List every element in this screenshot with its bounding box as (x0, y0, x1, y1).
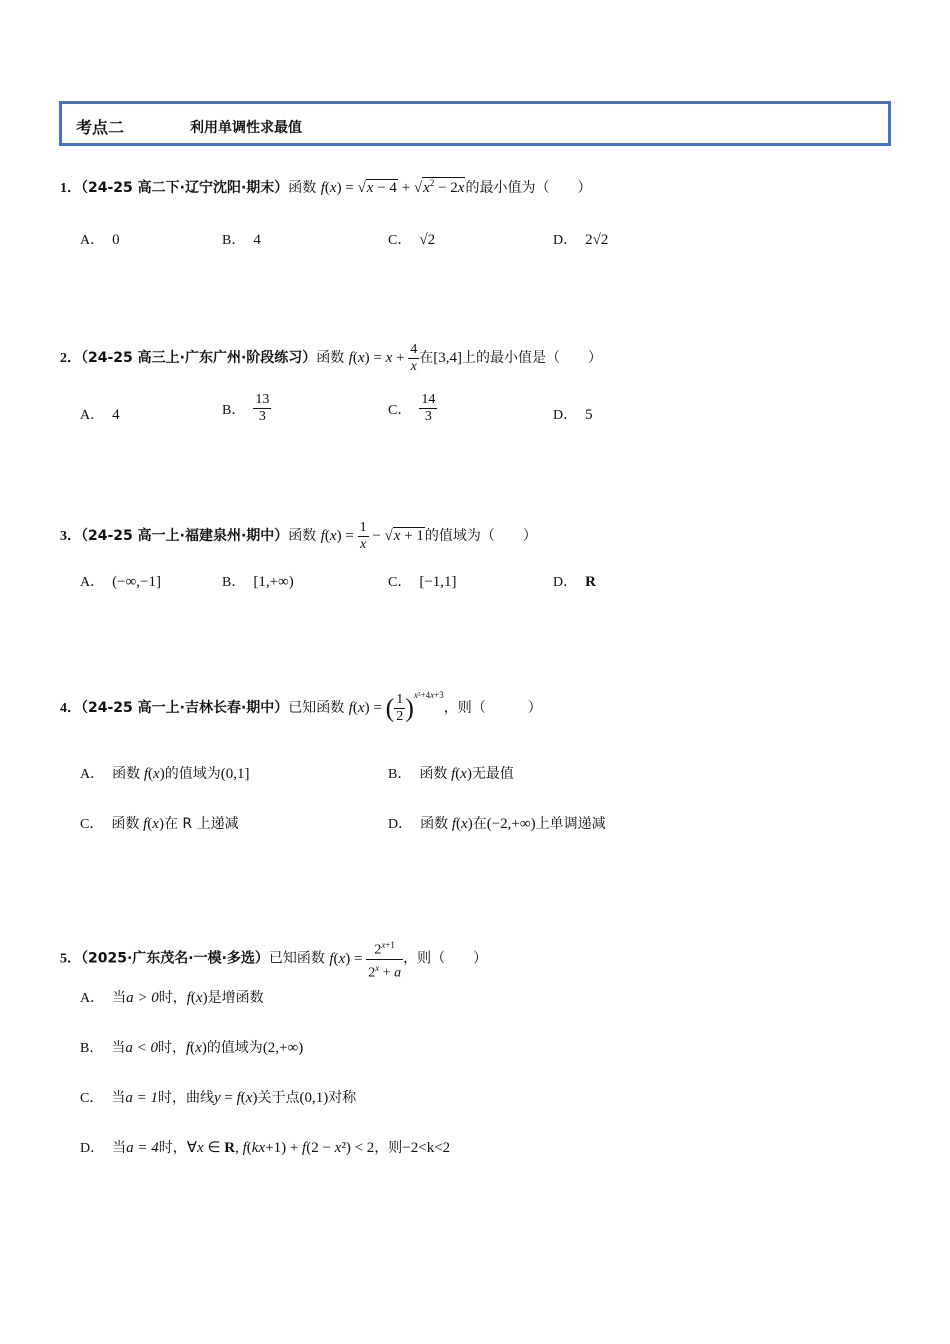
option-text: 时，曲线 (157, 1090, 214, 1106)
option-d[interactable]: D． 函数 f(x)在(−2,+∞)上单调递减 (388, 816, 606, 832)
option-label: C． (388, 575, 412, 590)
option-text: 时， (157, 1040, 186, 1056)
option-text: 当 (112, 1140, 127, 1156)
option-text: 当 (112, 990, 127, 1006)
option-value: (−2,+∞) (486, 816, 536, 832)
option-value: (2,+∞) (262, 1040, 304, 1056)
option-condition: a > 0 (126, 990, 159, 1006)
question-5 (60, 937, 487, 981)
option-a[interactable] (80, 571, 161, 591)
option-value: 5 (585, 407, 593, 423)
option-a[interactable]: A． 函数 f(x)的值域为(0,1] (80, 766, 250, 782)
option-condition: a < 0 (125, 1040, 158, 1056)
formula: f(x) = $\frac{1}{x}$ − √x + 1 (320, 520, 424, 552)
question-source: （24-25 高一上·福建泉州·期中） (81, 527, 289, 544)
option-value: R (585, 574, 596, 590)
question-3 (60, 520, 537, 553)
option-label: D． (388, 817, 413, 832)
question-source: （2025·广东茂名·一模·多选） (81, 950, 269, 967)
question-number: 5． (60, 951, 81, 967)
option-c[interactable] (388, 571, 457, 591)
question-1 (60, 177, 591, 197)
option-value: [1,+∞) (253, 574, 294, 590)
question-stem: 已知函数 (268, 950, 325, 967)
option-text: 时， (158, 990, 187, 1006)
option-b[interactable]: B． 当a < 0时，f(x)的值域为(2,+∞) (80, 1040, 304, 1056)
option-d[interactable]: D． 当a = 4时，∀x ∈ R, f(kx+1) + f(2 − x²) < 2，则−2<k<2 (80, 1140, 451, 1156)
question-stem-end: 上的最小值是（ ） (461, 349, 602, 366)
option-value: 0 (112, 232, 120, 248)
option-label: B． (222, 402, 246, 418)
option-label: C． (80, 1091, 104, 1106)
option-condition: a = 4 (126, 1140, 159, 1156)
option-label: A． (80, 408, 105, 423)
fraction-14-3: $\frac{14}{3}$ (421, 392, 436, 424)
question-number: 4． (60, 701, 81, 716)
option-value: [−1,1] (419, 574, 457, 590)
option-condition: a = 1 (125, 1090, 158, 1106)
question-source: （24-25 高二下·辽宁沈阳·期末） (81, 180, 289, 196)
option-value: (−∞,−1] (112, 574, 161, 590)
option-value: −2<k<2 (402, 1140, 451, 1156)
option-text: 是增函数 (207, 990, 264, 1006)
option-b[interactable]: B． 函数 f(x)无最值 (388, 766, 514, 782)
option-text: 无最值 (471, 766, 514, 782)
option-label: D． (80, 1141, 105, 1156)
question-2 (60, 342, 602, 375)
option-label: D． (553, 575, 578, 590)
section-label: 考点二 (76, 118, 125, 137)
option-text: 关于点 (257, 1090, 300, 1106)
option-text: 时， (158, 1140, 187, 1156)
option-b[interactable] (222, 571, 294, 591)
option-d[interactable] (553, 404, 593, 424)
option-value: 2√2 (585, 232, 609, 248)
option-text: ，则 (374, 1140, 403, 1156)
option-label: B． (222, 233, 246, 248)
section-header-box (59, 101, 891, 146)
option-text: 当 (111, 1040, 126, 1056)
option-d[interactable] (553, 571, 596, 591)
question-stem-mid: 在 (419, 349, 434, 366)
formula: f(x) = $\frac{2^{x+1}}{2^x + a}$ (329, 951, 403, 967)
option-label: B． (80, 1041, 104, 1056)
option-label: B． (222, 575, 246, 590)
option-text: 函数 (112, 766, 141, 782)
option-b[interactable] (222, 392, 271, 425)
option-label: B． (388, 767, 412, 782)
option-text: 函数 (419, 766, 448, 782)
question-source: （24-25 高一上·吉林长春·期中） (81, 700, 289, 716)
option-c[interactable] (388, 229, 435, 249)
option-c[interactable]: C． 当a = 1时，曲线y = f(x)关于点(0,1)对称 (80, 1090, 357, 1106)
question-stem-end: 的值域为（ ） (424, 527, 537, 544)
formula: f(x) = x + $\frac{4}{x}$ (348, 342, 418, 374)
option-label: D． (553, 408, 578, 423)
option-text: 函数 (111, 816, 140, 832)
fraction-13-3: $\frac{13}{3}$ (255, 392, 270, 424)
option-value: (0,1) (299, 1090, 329, 1106)
question-source: （24-25 高三上·广东广州·阶段练习） (81, 349, 317, 366)
interval: [3,4] (433, 349, 462, 366)
option-label: C． (80, 817, 104, 832)
option-label: A． (80, 233, 105, 248)
option-value: √2 (419, 232, 436, 248)
option-text: 在 (472, 816, 487, 832)
option-a[interactable] (80, 229, 120, 249)
option-text: 当 (111, 1090, 126, 1106)
option-d[interactable] (553, 229, 608, 249)
question-4 (60, 690, 542, 725)
option-label: A． (80, 767, 105, 782)
option-a[interactable] (80, 404, 120, 424)
option-value: 4 (253, 232, 261, 248)
option-value: (0,1] (220, 766, 250, 782)
option-label: C． (388, 233, 412, 248)
option-text: 函数 (420, 816, 449, 832)
formula: $f(x) = √x - 4 + √x^2 - 2x$ (320, 178, 465, 196)
option-text: 的值域为 (164, 766, 221, 782)
section-title: 利用单调性求最值 (190, 120, 302, 136)
option-text: 在 R 上递减 (163, 816, 239, 832)
formula: f(x) = ( $\frac{1}{2}$ )$^{x^2+4x+3}$ (348, 690, 444, 725)
question-stem: 函数 (316, 349, 345, 366)
question-stem-end: ，则（ ） (403, 950, 488, 967)
option-text: 的值域为 (206, 1040, 263, 1056)
option-text: 上单调递减 (535, 816, 606, 832)
question-stem: 已知函数 (288, 700, 345, 716)
question-stem: 函数 (288, 180, 317, 196)
option-a[interactable]: A． 当a > 0时，f(x)是增函数 (80, 990, 264, 1006)
question-stem-end: 的最小值为（ ） (465, 180, 592, 196)
question-number: 3． (60, 528, 81, 544)
option-c[interactable] (388, 392, 437, 425)
option-b[interactable] (222, 229, 261, 249)
option-c[interactable]: C． 函数 f(x)在 R 上递减 (80, 816, 239, 832)
option-value: 4 (112, 407, 120, 423)
question-stem-end: ，则（ ） (443, 700, 542, 716)
question-number: 2． (60, 350, 81, 366)
question-number: 1． (60, 181, 81, 196)
option-label: A． (80, 575, 105, 590)
option-label: D． (553, 233, 578, 248)
option-label: A． (80, 991, 105, 1006)
question-stem: 函数 (288, 527, 317, 544)
option-text: 对称 (328, 1090, 357, 1106)
option-label: C． (388, 402, 412, 418)
